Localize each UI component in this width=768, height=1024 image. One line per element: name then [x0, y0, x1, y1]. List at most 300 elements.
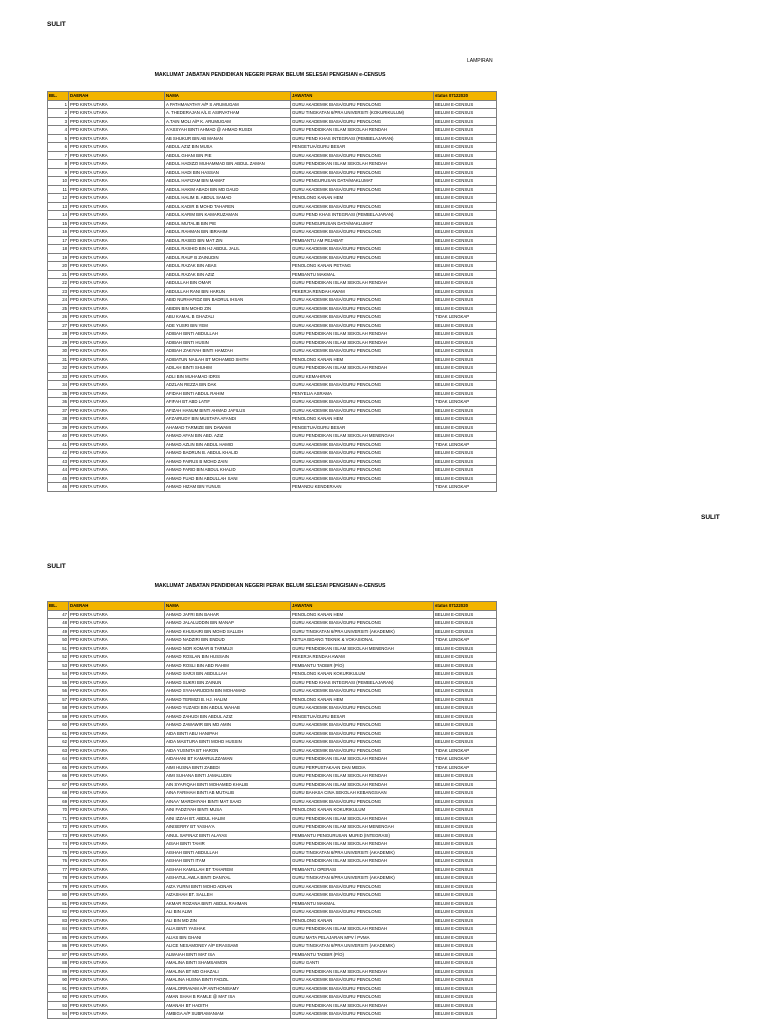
header-bil: BIL.	[48, 92, 69, 101]
footer-sulit-label: SULIT	[701, 514, 720, 521]
cell-status: BELUM E-CENSUS	[434, 704, 497, 713]
cell-nama: AHMAD YUZAIDI BIN ABDUL WAHAB	[165, 704, 291, 713]
table-row	[48, 763, 497, 772]
cell-nama: ABDUL RASED BIN MAT ZIN	[165, 236, 291, 245]
cell-nama: AFIZAH HANUM BINTI AHMAD JAFILUS	[165, 406, 291, 415]
cell-bil: 91	[48, 984, 69, 993]
cell-bil: 24	[48, 296, 69, 305]
cell-nama: AIZA YURNI BINTI MOHD ADNAN	[165, 882, 291, 891]
cell-status: BELUM E-CENSUS	[434, 389, 497, 398]
table-row	[48, 262, 497, 271]
cell-jawatan: GURU AKADEMIK BIASA/GURU PENOLONG	[291, 117, 434, 126]
table-row	[48, 950, 497, 959]
census-table	[47, 91, 497, 492]
header-daerah: DAERAH	[69, 602, 165, 611]
cell-bil: 18	[48, 245, 69, 254]
cell-status: BELUM E-CENSUS	[434, 687, 497, 696]
table-row	[48, 372, 497, 381]
cell-daerah: PPD KINTA UTARA	[69, 840, 165, 849]
cell-bil: 74	[48, 840, 69, 849]
cell-status: BELUM E-CENSUS	[434, 321, 497, 330]
cell-status: BELUM E-CENSUS	[434, 177, 497, 186]
cell-daerah: PPD KINTA UTARA	[69, 406, 165, 415]
cell-bil: 39	[48, 423, 69, 432]
table-row	[48, 1010, 497, 1019]
cell-status: BELUM E-CENSUS	[434, 449, 497, 458]
cell-status: BELUM E-CENSUS	[434, 236, 497, 245]
cell-bil: 70	[48, 806, 69, 815]
cell-bil: 8	[48, 160, 69, 169]
cell-nama: AHMAD ZAHUDI BIN ABDUL AZIZ	[165, 712, 291, 721]
cell-nama: ALI BIN ALWI	[165, 908, 291, 917]
table-row	[48, 270, 497, 279]
cell-daerah: PPD KINTA UTARA	[69, 474, 165, 483]
cell-nama: AMBIGA A/P SUBRAMANIAM	[165, 1010, 291, 1019]
table-row	[48, 848, 497, 857]
cell-daerah: PPD KINTA UTARA	[69, 678, 165, 687]
cell-jawatan: GURU PENDIDIKAN ISLAM SEKOLAH RENDAH	[291, 772, 434, 781]
table-row	[48, 653, 497, 662]
cell-status: BELUM E-CENSUS	[434, 296, 497, 305]
cell-status: TIDAK LENGKAP	[434, 755, 497, 764]
cell-bil: 82	[48, 908, 69, 917]
cell-jawatan: GURU PENDIDIKAN ISLAM SEKOLAH MENENGAH	[291, 644, 434, 653]
cell-jawatan: GURU AKADEMIK BIASA/GURU PENOLONG	[291, 797, 434, 806]
cell-status: TIDAK LENGKAP	[434, 398, 497, 407]
cell-daerah: PPD KINTA UTARA	[69, 874, 165, 883]
cell-daerah: PPD KINTA UTARA	[69, 814, 165, 823]
cell-bil: 72	[48, 823, 69, 832]
cell-daerah: PPD KINTA UTARA	[69, 993, 165, 1002]
cell-daerah: PPD KINTA UTARA	[69, 661, 165, 670]
cell-jawatan: GURU KEMAHIRAN	[291, 372, 434, 381]
table-row	[48, 806, 497, 815]
cell-daerah: PPD KINTA UTARA	[69, 610, 165, 619]
table-row	[48, 823, 497, 832]
cell-nama: ABDUL HADI BIN HASSAN	[165, 168, 291, 177]
cell-jawatan: PENOLONG KANAN PETANG	[291, 262, 434, 271]
cell-jawatan: GURU PENDIDIKAN ISLAM SEKOLAH RENDAH	[291, 967, 434, 976]
cell-daerah: PPD KINTA UTARA	[69, 933, 165, 942]
cell-status: BELUM E-CENSUS	[434, 338, 497, 347]
cell-status: BELUM E-CENSUS	[434, 372, 497, 381]
cell-nama: AHMAD ROSLI BIN ABD RAHIM	[165, 661, 291, 670]
page-title: MAKLUMAT JABATAN PENDIDIKAN NEGERI PERAK BELUM SELESAI PENGISIAN e-CENSUS	[154, 72, 386, 78]
cell-daerah: PPD KINTA UTARA	[69, 653, 165, 662]
cell-status: BELUM E-CENSUS	[434, 695, 497, 704]
cell-status: BELUM E-CENSUS	[434, 950, 497, 959]
cell-jawatan: PENGETUA/GURU BESAR	[291, 712, 434, 721]
cell-nama: AINISERRY BT YASHA'A	[165, 823, 291, 832]
cell-bil: 7	[48, 151, 69, 160]
cell-nama: AHMAD KHUSAIRI BIN MOHD SALLEH	[165, 627, 291, 636]
cell-status: BELUM E-CENSUS	[434, 109, 497, 118]
cell-status: BELUM E-CENSUS	[434, 865, 497, 874]
cell-jawatan: GURU AKADEMIK BIASA/GURU PENOLONG	[291, 687, 434, 696]
cell-bil: 30	[48, 347, 69, 356]
table-row	[48, 882, 497, 891]
cell-daerah: PPD KINTA UTARA	[69, 126, 165, 135]
cell-bil: 6	[48, 143, 69, 152]
cell-nama: AFZAIRUDY BIN MUSTAFA AFANDI	[165, 415, 291, 424]
cell-nama: ALICE NESAMONEY A/P ERASSAMI	[165, 942, 291, 951]
cell-bil: 16	[48, 228, 69, 237]
cell-status: BELUM E-CENSUS	[434, 432, 497, 441]
cell-bil: 31	[48, 355, 69, 364]
cell-status: TIDAK LENGKAP	[434, 763, 497, 772]
cell-daerah: PPD KINTA UTARA	[69, 168, 165, 177]
cell-daerah: PPD KINTA UTARA	[69, 976, 165, 985]
cell-bil: 23	[48, 287, 69, 296]
page-title: MAKLUMAT JABATAN PENDIDIKAN NEGERI PERAK BELUM SELESAI PENGISIAN e-CENSUS	[154, 583, 386, 589]
cell-daerah: PPD KINTA UTARA	[69, 959, 165, 968]
table-row	[48, 670, 497, 679]
cell-bil: 83	[48, 916, 69, 925]
table-row	[48, 449, 497, 458]
cell-status: BELUM E-CENSUS	[434, 1001, 497, 1010]
cell-bil: 45	[48, 474, 69, 483]
table-row	[48, 695, 497, 704]
cell-jawatan: GURU PEND KHAS INTEGRASI (PEMBELAJARAN)	[291, 211, 434, 220]
cell-status: BELUM E-CENSUS	[434, 908, 497, 917]
cell-daerah: PPD KINTA UTARA	[69, 457, 165, 466]
cell-jawatan: GURU AKADEMIK BIASA/GURU PENOLONG	[291, 908, 434, 917]
cell-jawatan: GURU PENGURUSAN DATA/MAKLUMAT	[291, 219, 434, 228]
table-row	[48, 644, 497, 653]
cell-nama: AHMAD TERMIZI B. HJ. HALIM	[165, 695, 291, 704]
cell-jawatan: GURU AKADEMIK BIASA/GURU PENOLONG	[291, 457, 434, 466]
cell-status: BELUM E-CENSUS	[434, 253, 497, 262]
cell-daerah: PPD KINTA UTARA	[69, 831, 165, 840]
cell-status: BELUM E-CENSUS	[434, 823, 497, 832]
cell-status: TIDAK LENGKAP	[434, 483, 497, 492]
cell-jawatan: GURU AKADEMIK BIASA/GURU PENOLONG	[291, 253, 434, 262]
table-row	[48, 899, 497, 908]
cell-daerah: PPD KINTA UTARA	[69, 100, 165, 109]
cell-status: BELUM E-CENSUS	[434, 194, 497, 203]
table-row	[48, 865, 497, 874]
cell-daerah: PPD KINTA UTARA	[69, 236, 165, 245]
table-row	[48, 253, 497, 262]
cell-jawatan: GURU AKADEMIK BIASA/GURU PENOLONG	[291, 738, 434, 747]
table-row	[48, 738, 497, 747]
cell-bil: 87	[48, 950, 69, 959]
cell-nama: ADILAH BINTI SHUHIM	[165, 364, 291, 373]
cell-status: BELUM E-CENSUS	[434, 891, 497, 900]
cell-status: BELUM E-CENSUS	[434, 134, 497, 143]
cell-jawatan: PENGETUA/GURU BESAR	[291, 423, 434, 432]
cell-nama: ABDUL RAZAK BIN AZIZ	[165, 270, 291, 279]
table-row	[48, 160, 497, 169]
cell-status: BELUM E-CENSUS	[434, 100, 497, 109]
cell-jawatan: GURU AKADEMIK BIASA/GURU PENOLONG	[291, 381, 434, 390]
cell-daerah: PPD KINTA UTARA	[69, 636, 165, 645]
table-row	[48, 415, 497, 424]
cell-bil: 11	[48, 185, 69, 194]
cell-nama: AHMAD NOR KOMAR B TARMUJI	[165, 644, 291, 653]
table-row	[48, 959, 497, 968]
cell-bil: 79	[48, 882, 69, 891]
cell-jawatan: GURU AKADEMIK BIASA/GURU PENOLONG	[291, 100, 434, 109]
cell-nama: ABDUL RAZAK BIN ABAS	[165, 262, 291, 271]
cell-daerah: PPD KINTA UTARA	[69, 381, 165, 390]
cell-status: BELUM E-CENSUS	[434, 211, 497, 220]
cell-daerah: PPD KINTA UTARA	[69, 967, 165, 976]
table-header-row	[48, 602, 497, 611]
cell-jawatan: GURU BAHASA CINA SEKOLAH KEBANGSAAN	[291, 789, 434, 798]
cell-bil: 69	[48, 797, 69, 806]
table-row	[48, 151, 497, 160]
cell-nama: AHMAD SARJI BIN ABDULLAH	[165, 670, 291, 679]
cell-nama: AHMAD JAFRI BIN BAHAR	[165, 610, 291, 619]
cell-bil: 14	[48, 211, 69, 220]
cell-bil: 28	[48, 330, 69, 339]
cell-daerah: PPD KINTA UTARA	[69, 466, 165, 475]
cell-bil: 41	[48, 440, 69, 449]
cell-daerah: PPD KINTA UTARA	[69, 355, 165, 364]
cell-nama: AISHAH BINTI ITAM	[165, 857, 291, 866]
cell-status: BELUM E-CENSUS	[434, 168, 497, 177]
cell-daerah: PPD KINTA UTARA	[69, 449, 165, 458]
cell-nama: ADZLAN REZZA BIN DAK	[165, 381, 291, 390]
cell-jawatan: GURU AKADEMIK BIASA/GURU PENOLONG	[291, 440, 434, 449]
cell-status: BELUM E-CENSUS	[434, 721, 497, 730]
cell-jawatan: GURU AKADEMIK BIASA/GURU PENOLONG	[291, 347, 434, 356]
cell-status: BELUM E-CENSUS	[434, 610, 497, 619]
cell-jawatan: GURU AKADEMIK BIASA/GURU PENOLONG	[291, 882, 434, 891]
cell-status: BELUM E-CENSUS	[434, 916, 497, 925]
cell-nama: AHMAD FARID BIN ABDUL KHALID	[165, 466, 291, 475]
header-nama: NAMA	[165, 602, 291, 611]
table-row	[48, 466, 497, 475]
cell-daerah: PPD KINTA UTARA	[69, 627, 165, 636]
cell-bil: 9	[48, 168, 69, 177]
cell-jawatan: PENOLONG KANAN HEM	[291, 355, 434, 364]
cell-jawatan: GURU PENDIDIKAN ISLAM SEKOLAH RENDAH	[291, 330, 434, 339]
table-row	[48, 168, 497, 177]
cell-status: BELUM E-CENSUS	[434, 330, 497, 339]
cell-nama: AFIDAH BINTI ABDUL RAHIM	[165, 389, 291, 398]
cell-jawatan: PEMBANTU OPERASI	[291, 865, 434, 874]
table-row	[48, 177, 497, 186]
cell-daerah: PPD KINTA UTARA	[69, 882, 165, 891]
table-row	[48, 355, 497, 364]
cell-jawatan: GURU PENGURUSAN DATA/MAKLUMAT	[291, 177, 434, 186]
sulit-label: SULIT	[47, 563, 66, 570]
table-row	[48, 440, 497, 449]
cell-bil: 34	[48, 381, 69, 390]
table-row	[48, 117, 497, 126]
cell-status: BELUM E-CENSUS	[434, 619, 497, 628]
cell-nama: AIDAHANI BT KAMARULZZAMAN	[165, 755, 291, 764]
cell-status: BELUM E-CENSUS	[434, 423, 497, 432]
cell-bil: 93	[48, 1001, 69, 1010]
cell-status: BELUM E-CENSUS	[434, 627, 497, 636]
cell-daerah: PPD KINTA UTARA	[69, 219, 165, 228]
cell-bil: 25	[48, 304, 69, 313]
cell-daerah: PPD KINTA UTARA	[69, 313, 165, 322]
cell-jawatan: GURU AKADEMIK BIASA/GURU PENOLONG	[291, 746, 434, 755]
cell-status: BELUM E-CENSUS	[434, 976, 497, 985]
header-status: status 07122020	[434, 602, 497, 611]
table-row	[48, 678, 497, 687]
cell-nama: AISHATUL AWLA BINTI DANIYAL	[165, 874, 291, 883]
cell-nama: ABDUL RASHID BIN HJ ABDUL JALIL	[165, 245, 291, 254]
cell-jawatan: PENOLONG KANAN HEM	[291, 695, 434, 704]
cell-daerah: PPD KINTA UTARA	[69, 279, 165, 288]
cell-nama: ALI BIN MD ZIN	[165, 916, 291, 925]
table-row	[48, 483, 497, 492]
table-row	[48, 143, 497, 152]
cell-daerah: PPD KINTA UTARA	[69, 780, 165, 789]
cell-daerah: PPD KINTA UTARA	[69, 304, 165, 313]
cell-nama: AHMAD ROSLAN BIN HUSSAIN	[165, 653, 291, 662]
cell-bil: 84	[48, 925, 69, 934]
cell-daerah: PPD KINTA UTARA	[69, 644, 165, 653]
cell-status: BELUM E-CENSUS	[434, 984, 497, 993]
table-row	[48, 942, 497, 951]
cell-nama: AMALINA BINTI SHAMSAIMON	[165, 959, 291, 968]
cell-status: BELUM E-CENSUS	[434, 143, 497, 152]
cell-jawatan: GURU AKADEMIK BIASA/GURU PENOLONG	[291, 321, 434, 330]
cell-nama: AIN SYAFIQAH BINTI MOHAMED KHALIB	[165, 780, 291, 789]
cell-jawatan: GURU AKADEMIK BIASA/GURU PENOLONG	[291, 406, 434, 415]
cell-nama: AISHAH BINTI ABDULLAH	[165, 848, 291, 857]
cell-jawatan: GURU PENDIDIKAN ISLAM SEKOLAH RENDAH	[291, 1001, 434, 1010]
cell-daerah: PPD KINTA UTARA	[69, 738, 165, 747]
header-jawatan: JAWATAN	[291, 92, 434, 101]
table-row	[48, 984, 497, 993]
cell-bil: 48	[48, 619, 69, 628]
cell-bil: 51	[48, 644, 69, 653]
cell-jawatan: GURU PENDIDIKAN ISLAM SEKOLAH RENDAH	[291, 279, 434, 288]
table-header-row	[48, 92, 497, 101]
table-row	[48, 840, 497, 849]
cell-jawatan: GURU AKADEMIK BIASA/GURU PENOLONG	[291, 1010, 434, 1019]
cell-jawatan: GURU AKADEMIK BIASA/GURU PENOLONG	[291, 313, 434, 322]
cell-daerah: PPD KINTA UTARA	[69, 262, 165, 271]
table-row	[48, 228, 497, 237]
cell-daerah: PPD KINTA UTARA	[69, 950, 165, 959]
table-row	[48, 296, 497, 305]
cell-nama: AMALINA HUSNA BINTI FADZIL	[165, 976, 291, 985]
cell-daerah: PPD KINTA UTARA	[69, 117, 165, 126]
cell-jawatan: GURU TINGKATAN 6/PRA UNIVERSITI (AKADEMIK)	[291, 848, 434, 857]
cell-nama: AIZASHAH BT. SALLEH	[165, 891, 291, 900]
cell-nama: ABDUL AZIZ BIN MUSA	[165, 143, 291, 152]
cell-status: BELUM E-CENSUS	[434, 262, 497, 271]
cell-nama: AHMAD BADRUN B. ABDUL KHALID	[165, 449, 291, 458]
cell-jawatan: PEMANDU KENDERAAN	[291, 483, 434, 492]
cell-nama: ABDUL RAUF B ZAINUDIN	[165, 253, 291, 262]
cell-jawatan: GURU TINGKATAN 6/PRA UNIVERSITI (AKADEMIK)	[291, 874, 434, 883]
cell-bil: 81	[48, 899, 69, 908]
cell-daerah: PPD KINTA UTARA	[69, 797, 165, 806]
cell-status: TIDAK LENGKAP	[434, 313, 497, 322]
cell-bil: 47	[48, 610, 69, 619]
cell-nama: AMANAH BT HADITH	[165, 1001, 291, 1010]
cell-status: BELUM E-CENSUS	[434, 772, 497, 781]
table-row	[48, 967, 497, 976]
cell-nama: AHMAD SUKRI BIN ZAINUN	[165, 678, 291, 687]
table-row	[48, 474, 497, 483]
cell-status: BELUM E-CENSUS	[434, 347, 497, 356]
cell-jawatan: GURU TINGKATAN 6/PRA UNIVERSITI (KOKURIKULUM)	[291, 109, 434, 118]
cell-jawatan: GURU TINGKATAN 6/PRA UNIVERSITI (AKADEMIK)	[291, 942, 434, 951]
cell-status: BELUM E-CENSUS	[434, 381, 497, 390]
cell-bil: 63	[48, 746, 69, 755]
cell-jawatan: PENOLONG KANAN KOKURIKULUM	[291, 670, 434, 679]
cell-daerah: PPD KINTA UTARA	[69, 908, 165, 917]
cell-jawatan: GURU PENDIDIKAN ISLAM SEKOLAH RENDAH	[291, 338, 434, 347]
table-row	[48, 721, 497, 730]
cell-daerah: PPD KINTA UTARA	[69, 372, 165, 381]
cell-daerah: PPD KINTA UTARA	[69, 755, 165, 764]
cell-status: BELUM E-CENSUS	[434, 942, 497, 951]
cell-bil: 55	[48, 678, 69, 687]
cell-jawatan: GURU AKADEMIK BIASA/GURU PENOLONG	[291, 466, 434, 475]
table-row	[48, 211, 497, 220]
cell-bil: 68	[48, 789, 69, 798]
table-row	[48, 797, 497, 806]
cell-status: BELUM E-CENSUS	[434, 738, 497, 747]
cell-status: BELUM E-CENSUS	[434, 789, 497, 798]
cell-nama: AHMAD FUAD BIN ABDULLAH SANI	[165, 474, 291, 483]
cell-status: BELUM E-CENSUS	[434, 304, 497, 313]
cell-bil: 33	[48, 372, 69, 381]
cell-daerah: PPD KINTA UTARA	[69, 746, 165, 755]
cell-jawatan: GURU AKADEMIK BIASA/GURU PENOLONG	[291, 228, 434, 237]
cell-nama: ABDUL KARIM BIN KAMARUZAMAN	[165, 211, 291, 220]
cell-status: BELUM E-CENSUS	[434, 160, 497, 169]
table-row	[48, 134, 497, 143]
cell-bil: 35	[48, 389, 69, 398]
cell-status: BELUM E-CENSUS	[434, 993, 497, 1002]
cell-bil: 53	[48, 661, 69, 670]
table-row	[48, 704, 497, 713]
cell-nama: ALIA BINTI YASHAK	[165, 925, 291, 934]
table-row	[48, 381, 497, 390]
cell-bil: 66	[48, 772, 69, 781]
cell-nama: ADIBAH BINTI ABDULLAH	[165, 330, 291, 339]
cell-bil: 27	[48, 321, 69, 330]
cell-bil: 75	[48, 848, 69, 857]
cell-nama: AIMI HUSNA BINTI ZABEDI	[165, 763, 291, 772]
cell-status: BELUM E-CENSUS	[434, 364, 497, 373]
cell-bil: 85	[48, 933, 69, 942]
cell-bil: 58	[48, 704, 69, 713]
cell-jawatan: PEMBANTU MAKMAL	[291, 270, 434, 279]
cell-nama: AMALINA BT MD GHAZALI	[165, 967, 291, 976]
table-row	[48, 185, 497, 194]
cell-daerah: PPD KINTA UTARA	[69, 211, 165, 220]
cell-bil: 13	[48, 202, 69, 211]
cell-status: BELUM E-CENSUS	[434, 202, 497, 211]
cell-bil: 54	[48, 670, 69, 679]
cell-jawatan: GURU PENDIDIKAN ISLAM SEKOLAH RENDAH	[291, 160, 434, 169]
table-row	[48, 610, 497, 619]
cell-daerah: PPD KINTA UTARA	[69, 253, 165, 262]
cell-nama: ABDUL HADIZZI MUHAMMAD BIN ABDUL ZAMAN	[165, 160, 291, 169]
cell-bil: 65	[48, 763, 69, 772]
cell-status: BELUM E-CENSUS	[434, 474, 497, 483]
cell-daerah: PPD KINTA UTARA	[69, 687, 165, 696]
cell-nama: AINAA' MARDHIYAH BINTI MAT SAAD	[165, 797, 291, 806]
cell-daerah: PPD KINTA UTARA	[69, 899, 165, 908]
header-jawatan: JAWATAN	[291, 602, 434, 611]
cell-nama: ABID NURHAFIDZ BIN BADRUL IHSAN	[165, 296, 291, 305]
cell-nama: AHMAD AZLIN BIN ABDUL HAMID	[165, 440, 291, 449]
